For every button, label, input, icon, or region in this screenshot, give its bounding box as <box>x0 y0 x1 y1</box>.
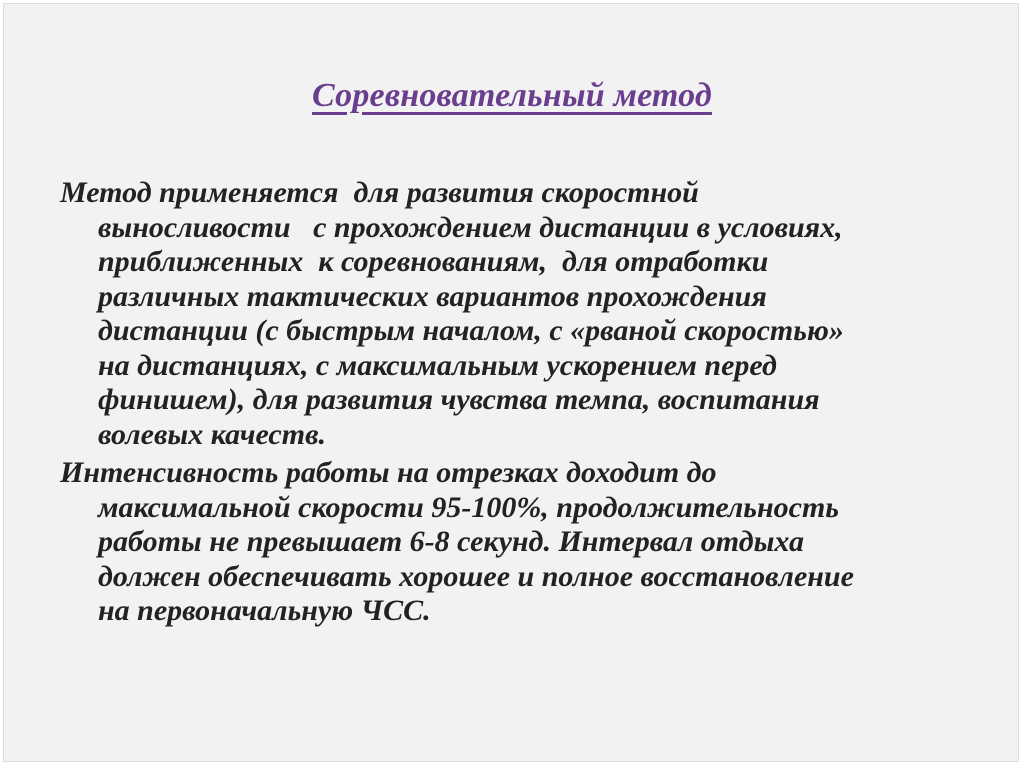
paragraph-line: финишем), для развития чувства темпа, воспитания <box>98 383 820 416</box>
paragraph-line: выносливости с прохождением дистанции в условиях, <box>98 210 843 244</box>
paragraph-line: различных тактических вариантов прохождения <box>98 279 767 313</box>
paragraph-line: на дистанциях, с максимальным ускорением перед <box>98 348 777 382</box>
paragraph-line: волевых качеств. <box>98 417 326 451</box>
paragraph-line: Метод применяется для развития скоростной <box>60 176 699 209</box>
paragraph-line: Интенсивность работы на отрезках доходит до <box>60 456 717 489</box>
slide-body <box>60 176 990 633</box>
paragraph-line: дистанции (с быстрым началом, с «рваной скоростью» <box>98 314 844 347</box>
paragraph-method-purpose <box>60 176 990 452</box>
paragraph-line: на первоначальную ЧСС. <box>98 594 431 627</box>
slide-title-container <box>0 76 1024 116</box>
paragraph-line: максимальной скорости 95-100%, продолжительность <box>98 490 840 524</box>
slide-title: Соревновательный метод <box>312 77 712 114</box>
paragraph-intensity <box>60 456 990 629</box>
paragraph-line: работы не превышает 6-8 секунд. Интервал отдыха <box>98 525 805 558</box>
paragraph-line: приближенных к соревнованиям, для отработки <box>98 245 769 278</box>
paragraph-line: должен обеспечивать хорошее и полное восстановление <box>98 559 854 593</box>
